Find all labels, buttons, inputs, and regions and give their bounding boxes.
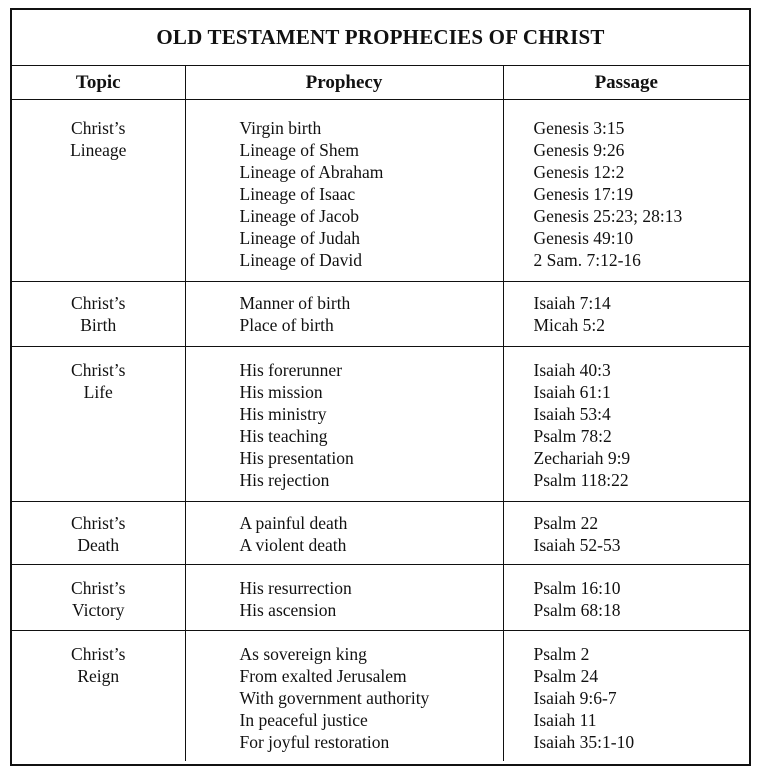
prophecy-item: Lineage of Abraham: [239, 162, 384, 182]
prophecy-item: Lineage of Isaac: [239, 184, 356, 204]
passage-item: 2 Sam. 7:12-16: [533, 250, 641, 270]
table-row-lineage: [12, 100, 749, 282]
prophecy-item: Lineage of Jacob: [239, 206, 360, 226]
topic-line: Lineage: [70, 140, 127, 160]
passage-cell: [503, 565, 749, 631]
prophecy-item: Lineage of David: [239, 250, 362, 270]
prophecy-item: His resurrection: [239, 578, 352, 598]
prophecy-item: As sovereign king: [239, 644, 367, 664]
topic-line: Christ’s: [71, 578, 126, 598]
topic-line: Christ’s: [71, 118, 126, 138]
prophecy-item: A violent death: [239, 535, 347, 555]
prophecy-item: His ascension: [239, 600, 337, 620]
passage-item: Genesis 17:19: [533, 184, 634, 204]
topic-line: Christ’s: [71, 513, 126, 533]
passage-item: Psalm 78:2: [533, 426, 612, 446]
passage-item: Psalm 118:22: [533, 470, 629, 490]
passage-item: Isaiah 9:6-7: [533, 688, 617, 708]
topic-line: Victory: [72, 600, 125, 620]
table-row-birth: [12, 282, 749, 347]
prophecy-item: His ministry: [239, 404, 327, 424]
prophecy-item: In peaceful justice: [239, 710, 368, 730]
topic-line: Life: [83, 382, 113, 402]
table-title: OLD TESTAMENT PROPHECIES OF CHRIST: [12, 10, 749, 66]
prophecy-item: His mission: [239, 382, 323, 402]
prophecy-cell: [185, 565, 503, 631]
prophecy-item: His teaching: [239, 426, 328, 446]
prophecy-item: A painful death: [239, 513, 348, 533]
table-row-life: [12, 347, 749, 502]
passage-cell: [503, 502, 749, 565]
prophecy-item: Virgin birth: [239, 118, 322, 138]
passage-item: Isaiah 11: [533, 710, 597, 730]
table-row-reign: [12, 631, 749, 762]
prophecy-cell: [185, 502, 503, 565]
passage-item: Micah 5:2: [533, 315, 605, 335]
passage-item: Psalm 16:10: [533, 578, 621, 598]
topic-line: Christ’s: [71, 644, 126, 664]
passage-item: Isaiah 40:3: [533, 360, 611, 380]
passage-item: Genesis 25:23; 28:13: [533, 206, 683, 226]
prophecy-item: His rejection: [239, 470, 330, 490]
prophecy-item: Lineage of Shem: [239, 140, 360, 160]
prophecy-table-frame: [10, 8, 751, 766]
passage-item: Zechariah 9:9: [533, 448, 631, 468]
passage-item: Genesis 3:15: [533, 118, 625, 138]
passage-item: Psalm 22: [533, 513, 599, 533]
header-passage: Passage: [503, 66, 749, 100]
passage-item: Psalm 24: [533, 666, 599, 686]
topic-line: Christ’s: [71, 360, 126, 380]
prophecy-cell: [185, 100, 503, 282]
topic-cell: [12, 100, 185, 282]
passage-cell: [503, 631, 749, 762]
prophecy-item: His presentation: [239, 448, 354, 468]
prophecy-item: His forerunner: [239, 360, 343, 380]
table-row-victory: [12, 565, 749, 631]
prophecy-item: Manner of birth: [239, 293, 351, 313]
prophecy-cell: [185, 282, 503, 347]
topic-line: Reign: [77, 666, 120, 686]
passage-item: Isaiah 35:1-10: [533, 732, 635, 752]
header-prophecy: Prophecy: [185, 66, 503, 100]
passage-item: Genesis 9:26: [533, 140, 625, 160]
passage-item: Genesis 12:2: [533, 162, 625, 182]
prophecy-item: With government authority: [239, 688, 430, 708]
passage-item: Isaiah 7:14: [533, 293, 611, 313]
prophecy-item: For joyful restoration: [239, 732, 390, 752]
topic-line: Death: [77, 535, 120, 555]
passage-item: Psalm 2: [533, 644, 590, 664]
topic-line: Christ’s: [71, 293, 126, 313]
table-row-death: [12, 502, 749, 565]
header-row: [12, 66, 749, 100]
prophecy-cell: [185, 347, 503, 502]
topic-cell: [12, 502, 185, 565]
passage-cell: [503, 100, 749, 282]
prophecy-item: Lineage of Judah: [239, 228, 361, 248]
topic-cell: [12, 565, 185, 631]
passage-item: Isaiah 52-53: [533, 535, 621, 555]
prophecy-cell: [185, 631, 503, 762]
header-topic: Topic: [12, 66, 185, 100]
passage-item: Psalm 68:18: [533, 600, 621, 620]
passage-cell: [503, 347, 749, 502]
passage-item: Isaiah 61:1: [533, 382, 611, 402]
prophecy-table: [12, 66, 749, 761]
topic-cell: [12, 631, 185, 762]
topic-line: Birth: [80, 315, 117, 335]
passage-item: Isaiah 53:4: [533, 404, 611, 424]
topic-cell: [12, 347, 185, 502]
prophecy-item: From exalted Jerusalem: [239, 666, 407, 686]
passage-item: Genesis 49:10: [533, 228, 634, 248]
passage-cell: [503, 282, 749, 347]
topic-cell: [12, 282, 185, 347]
prophecy-item: Place of birth: [239, 315, 334, 335]
